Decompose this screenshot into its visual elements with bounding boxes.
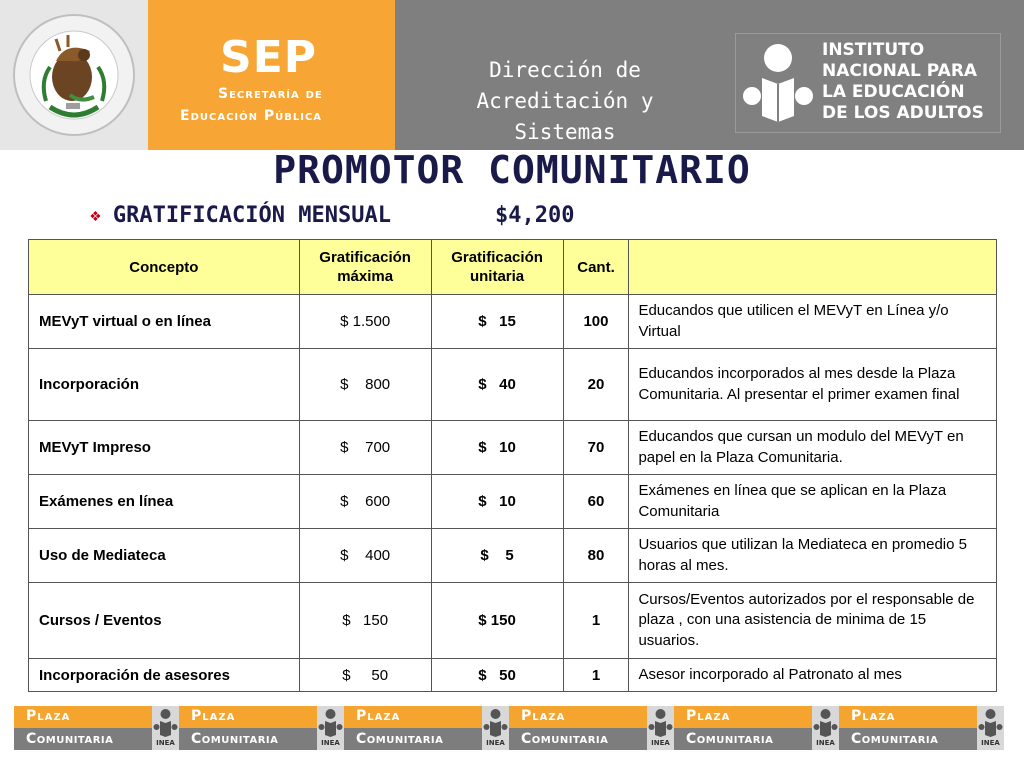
cell-maxima-text: $ 700: [340, 439, 391, 456]
cell-desc: Educandos incorporados al mes desde la Plaza Comunitaria. Al presentar el primer examen final: [629, 349, 997, 421]
tile-inea-badge: [647, 706, 674, 750]
cell-maxima: [299, 295, 431, 349]
cell-desc: Asesor incorporado al Patronato al mes: [629, 659, 997, 692]
inea-mini-logo-icon: [978, 708, 1003, 738]
tile-inea-badge: [977, 706, 1004, 750]
footer-strip: [14, 706, 1004, 750]
cell-maxima-text: $ 800: [340, 376, 391, 393]
tile-inea-label: INEA: [156, 739, 175, 747]
tile-line2: Comunitaria: [356, 731, 444, 747]
tile-line2: Comunitaria: [686, 731, 774, 747]
cell-cant: 1: [563, 583, 629, 659]
sep-name-line1: Secretaría de: [218, 86, 323, 102]
coat-of-arms-panel: [0, 0, 148, 150]
tile-inea-label: INEA: [486, 739, 505, 747]
cell-desc: Usuarios que utilizan la Mediateca en promedio 5 horas al mes.: [629, 529, 997, 583]
tile-banner: [509, 706, 647, 750]
table-row: [29, 659, 997, 692]
cell-cant: 20: [563, 349, 629, 421]
plaza-comunitaria-tile: [344, 706, 509, 750]
cell-desc: Exámenes en línea que se aplican en la Plaza Comunitaria: [629, 475, 997, 529]
tile-banner: [839, 706, 977, 750]
tile-banner: [14, 706, 152, 750]
inea-line1: INSTITUTO: [822, 40, 925, 60]
cell-maxima-text: $ 400: [340, 547, 391, 564]
inea-reader-logo-icon: [742, 40, 814, 126]
tile-inea-label: INEA: [981, 739, 1000, 747]
cell-desc: Cursos/Eventos autorizados por el responsable de plaza , con una asistencia de minima de 15 usuarios.: [629, 583, 997, 659]
inea-mini-logo-icon: [153, 708, 178, 738]
inea-name: [822, 40, 984, 124]
cell-desc: Educandos que cursan un modulo del MEVyT en papel en la Plaza Comunitaria.: [629, 421, 997, 475]
tile-line1: Plaza: [521, 708, 566, 724]
tile-banner: [179, 706, 317, 750]
mexican-coat-of-arms-icon: [10, 11, 138, 139]
tile-line2: Comunitaria: [26, 731, 114, 747]
header-maxima: Gratificación máxima: [299, 240, 431, 295]
cell-unitaria: [431, 349, 563, 421]
plaza-comunitaria-tile: [179, 706, 344, 750]
cell-maxima: [299, 475, 431, 529]
tile-line1: Plaza: [851, 708, 896, 724]
direccion-line2: Acreditación y: [476, 89, 654, 113]
cell-concepto: Cursos / Eventos: [29, 583, 300, 659]
cell-desc: Educandos que utilicen el MEVyT en Línea y/o Virtual: [629, 295, 997, 349]
tile-inea-badge: [317, 706, 344, 750]
table-row: [29, 295, 997, 349]
sep-logo-panel: [148, 0, 395, 150]
tile-line1: Plaza: [686, 708, 731, 724]
inea-logo-box: [735, 33, 1001, 133]
tile-inea-badge: [482, 706, 509, 750]
page-title: PROMOTOR COMUNITARIO: [273, 148, 751, 192]
cell-maxima-text: $ 600: [340, 493, 391, 510]
inea-line4: DE LOS ADULTOS: [822, 103, 984, 123]
inea-mini-logo-icon: [483, 708, 508, 738]
tile-inea-label: INEA: [321, 739, 340, 747]
cell-maxima-text: $ 150: [342, 612, 389, 629]
cell-unitaria-text: $ 15: [478, 313, 516, 330]
tile-inea-label: INEA: [651, 739, 670, 747]
header-cant: Cant.: [563, 240, 629, 295]
cell-unitaria-text: $ 150: [478, 612, 516, 629]
cell-unitaria-text: $ 40: [478, 376, 516, 393]
header-unitaria: Gratificación unitaria: [431, 240, 563, 295]
header-desc: [629, 240, 997, 295]
cell-maxima-text: $ 50: [342, 666, 389, 684]
inea-line3: LA EDUCACIÓN: [822, 82, 965, 102]
cell-concepto: Incorporación de asesores: [29, 659, 300, 692]
cell-cant: 60: [563, 475, 629, 529]
inea-mini-logo-icon: [318, 708, 343, 738]
cell-unitaria: [431, 583, 563, 659]
cell-unitaria-text: $ 50: [478, 666, 516, 684]
inea-mini-logo-icon: [813, 708, 838, 738]
table-row: [29, 421, 997, 475]
subtitle-amount: $4,200: [495, 202, 575, 228]
cell-concepto: Uso de Mediateca: [29, 529, 300, 583]
cell-cant: 100: [563, 295, 629, 349]
header-concepto: Concepto: [29, 240, 300, 295]
cell-maxima: [299, 349, 431, 421]
cell-cant: 1: [563, 659, 629, 692]
tile-banner: [344, 706, 482, 750]
table-row: [29, 349, 997, 421]
cell-unitaria: [431, 421, 563, 475]
tile-inea-badge: [812, 706, 839, 750]
tile-inea-label: INEA: [816, 739, 835, 747]
cell-unitaria-text: $ 5: [480, 547, 514, 564]
plaza-comunitaria-tile: [674, 706, 839, 750]
gratification-table: [28, 239, 997, 692]
tile-line1: Plaza: [356, 708, 401, 724]
cell-unitaria: [431, 295, 563, 349]
tile-line2: Comunitaria: [521, 731, 609, 747]
cell-unitaria: [431, 659, 563, 692]
cell-concepto: Exámenes en línea: [29, 475, 300, 529]
cell-cant: 80: [563, 529, 629, 583]
direccion-text: [425, 55, 705, 148]
table-row: [29, 475, 997, 529]
tile-line1: Plaza: [26, 708, 71, 724]
cell-concepto: MEVyT Impreso: [29, 421, 300, 475]
tile-inea-badge: [152, 706, 179, 750]
plaza-comunitaria-tile: [509, 706, 674, 750]
tile-banner: [674, 706, 812, 750]
sep-acronym: SEP: [220, 32, 317, 83]
table-row: [29, 529, 997, 583]
tile-line1: Plaza: [191, 708, 236, 724]
cell-unitaria: [431, 475, 563, 529]
cell-unitaria-text: $ 10: [478, 439, 516, 456]
cell-maxima-text: $ 1.500: [340, 313, 391, 330]
inea-line2: NACIONAL PARA: [822, 61, 978, 81]
cell-cant: 70: [563, 421, 629, 475]
cell-maxima: [299, 583, 431, 659]
subtitle-label: GRATIFICACIÓN MENSUAL: [112, 202, 391, 228]
cell-unitaria-text: $ 10: [478, 493, 516, 510]
cell-maxima: [299, 421, 431, 475]
diamond-bullet-icon: ❖: [90, 204, 101, 226]
header-banner: [0, 0, 1024, 150]
inea-mini-logo-icon: [648, 708, 673, 738]
tile-line2: Comunitaria: [851, 731, 939, 747]
cell-concepto: MEVyT virtual o en línea: [29, 295, 300, 349]
plaza-comunitaria-tile: [839, 706, 1004, 750]
cell-maxima: [299, 659, 431, 692]
cell-maxima: [299, 529, 431, 583]
cell-concepto: Incorporación: [29, 349, 300, 421]
direccion-line3: Sistemas: [514, 120, 616, 144]
subtitle-row: [90, 200, 574, 230]
table-row: [29, 583, 997, 659]
header-gray-panel: [395, 0, 1024, 150]
sep-name-line2: Educación Pública: [180, 108, 323, 124]
cell-unitaria: [431, 529, 563, 583]
tile-line2: Comunitaria: [191, 731, 279, 747]
plaza-comunitaria-tile: [14, 706, 179, 750]
table-header-row: [29, 240, 997, 295]
direccion-line1: Dirección de: [489, 58, 641, 82]
